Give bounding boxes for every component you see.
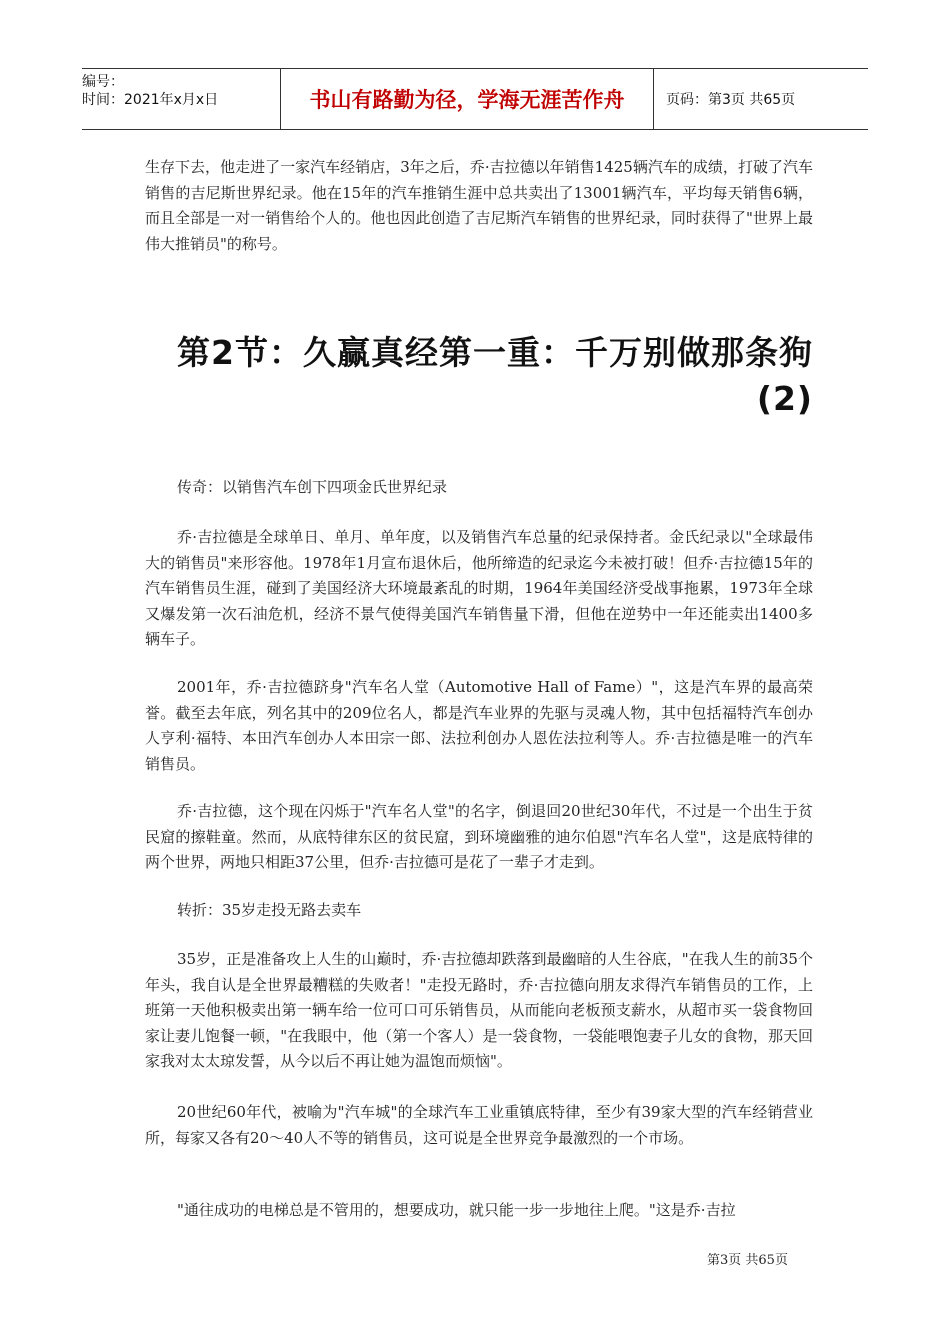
- section-title: 第2节：久赢真经第一重：千万别做那条狗(2): [177, 333, 813, 418]
- paragraph-shoeshine: 乔·吉拉德，这个现在闪烁于"汽车名人堂"的名字，倒退回20世纪30年代，不过是一个出生于贫民窟的擦鞋童。然而，从底特律东区的贫民窟，到环境幽雅的迪尔伯恩"汽车名人堂"，这是底特律的两个世界，两地只相距37公里，但乔·吉拉德可是花了一辈子才走到。: [145, 802, 813, 871]
- subheading-legend: 传奇：以销售汽车创下四项金氏世界纪录: [177, 478, 448, 496]
- header-motto: 书山有路勤为径，学海无涯苦作舟: [281, 69, 654, 129]
- subheading-turning-point: 转折：35岁走投无路去卖车: [177, 901, 362, 919]
- p-subheading-legend: [145, 475, 813, 501]
- intro-paragraph: 生存下去，他走进了一家汽车经销店，3年之后，乔·吉拉德以年销售1425辆汽车的成绩，打破了汽车销售的吉尼斯世界纪录。他在15年的汽车推销生涯中总共卖出了13001辆汽车，平均每天销售6辆，而且全部是一对一销售给个人的。他也因此创造了吉尼斯汽车销售的世界纪录，同时获得了"世界上最伟大推销员"的称号。: [145, 158, 813, 253]
- document-date: 时间：2021年x月x日: [82, 92, 219, 108]
- paragraph-elevator-quote: "通往成功的电梯总是不管用的，想要成功，就只能一步一步地往上爬。"这是乔·吉拉: [177, 1201, 736, 1219]
- p-elevator-quote: [145, 1198, 813, 1224]
- paragraph-record-holder: 乔·吉拉德是全球单日、单月、单年度，以及销售汽车总量的纪录保持者。金氏纪录以"全球最伟大的销售员"来形容他。1978年1月宣布退休后，他所缔造的纪录迄今未被打破！但乔·吉拉德15年的汽车销售员生涯，碰到了美国经济大环境最紊乱的时期，1964年美国经济受战事拖累，1973年全球又爆发第一次石油危机，经济不景气使得美国汽车销售量下滑，但他在逆势中一年还能卖出1400多辆车子。: [145, 528, 813, 648]
- header-page-info: 页码：第3页 共65页: [666, 92, 796, 108]
- p-record-holder: [145, 525, 813, 653]
- paragraph-motor-city: 20世纪60年代，被喻为"汽车城"的全球汽车工业重镇底特律，至少有39家大型的汽车经销营业所，每家又各有20～40人不等的销售员，这可说是全世界竞争最激烈的一个市场。: [145, 1103, 813, 1147]
- page-footer: 第3页 共65页: [707, 1253, 788, 1268]
- page-header: [82, 68, 868, 130]
- p-age-35: [145, 947, 813, 1075]
- p-shoeshine: [145, 799, 813, 876]
- p-motor-city: [145, 1100, 813, 1151]
- paragraph-age-35: 35岁，正是准备攻上人生的山巅时，乔·吉拉德却跌落到最幽暗的人生谷底，"在我人生的前35个年头，我自认是全世界最糟糕的失败者！"走投无路时，乔·吉拉德向朋友求得汽车销售员的工作，上班第一天他积极卖出第一辆车给一位可口可乐销售员，从而能向老板预支薪水，从超市买一袋食物回家让妻儿饱餐一顿，"在我眼中，他（第一个客人）是一袋食物，一袋能喂饱妻子儿女的食物，那天回家我对太太琼发誓，从今以后不再让她为温饱而烦恼"。: [145, 950, 813, 1070]
- intro-section: [145, 155, 813, 257]
- p-hall-of-fame: [145, 675, 813, 777]
- document-number-label: 编号：: [82, 74, 124, 90]
- paragraph-hall-of-fame: 2001年，乔·吉拉德跻身"汽车名人堂（Automotive Hall of Fame）"，这是汽车界的最高荣誉。截至去年底，列名其中的209位名人，都是汽车业界的先驱与灵魂人物，其中包括福特汽车创办人亨利·福特、本田汽车创办人本田宗一郎、法拉利创办人恩佐法拉利等人。乔·吉拉德是唯一的汽车销售员。: [145, 678, 813, 773]
- header-meta: [82, 69, 281, 129]
- p-subheading-turning: [145, 898, 813, 924]
